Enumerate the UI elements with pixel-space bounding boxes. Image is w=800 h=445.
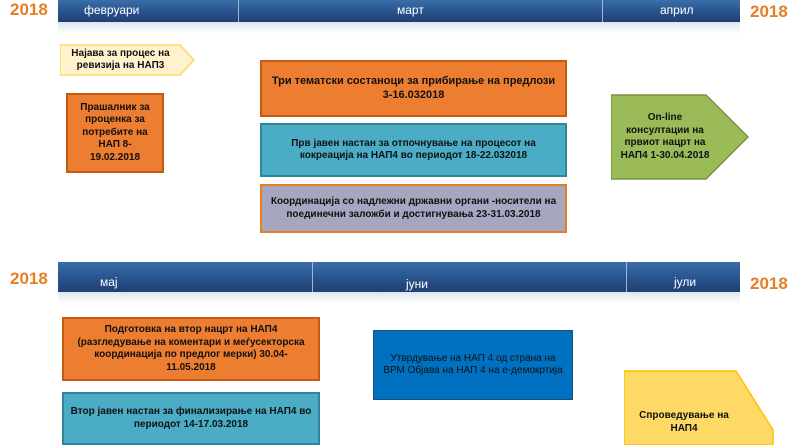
month-divider — [602, 0, 603, 22]
year-label-top-right: 2018 — [750, 2, 788, 21]
coordination-box: Координација со надлежни државни органи -носители на поединечни заложби и достигнувања 23-31.03.2018 — [260, 184, 567, 233]
month-divider — [626, 262, 627, 292]
month-label-april: април — [660, 3, 694, 17]
first-public-event-box: Прв јавен настан за отпочнување на процесот на кокреација на НАП4 во периодот 18-22.032018 — [260, 123, 567, 177]
announcement-arrow — [60, 44, 195, 76]
implementation-text: Спроведување на НАП4 — [639, 410, 729, 434]
adoption-box: Утврдување на НАП 4 од страна на ВРМ Објава на НАП 4 на е-демокртија — [373, 330, 573, 400]
timeline-bar-shadow-top — [58, 22, 740, 34]
second-draft-box: Подготовка на втор нацрт на НАП4 (разгледување на коментари и меѓусекторска координација по предлог мерки) 30.04-11.05.2018 — [62, 317, 320, 381]
questionnaire-box: Прашалник за проценка за потребите на НАП 8-19.02.2018 — [66, 93, 164, 173]
month-label-july: јули — [674, 275, 697, 289]
online-consultations-arrow — [611, 94, 749, 180]
month-label-may: мај — [100, 275, 118, 289]
month-label-march: март — [397, 3, 424, 17]
timeline-bar-shadow-bottom — [58, 292, 740, 304]
month-label-february: февруари — [84, 3, 140, 17]
announcement-text: Најава за процес на ревизија на НАП3 — [71, 47, 170, 71]
month-divider — [312, 262, 313, 292]
second-public-event-box: Втор јавен настан за финализирање на НАП4 во периодот 14-17.03.2018 — [62, 392, 320, 445]
month-divider — [238, 0, 239, 22]
year-label-top-left: 2018 — [10, 0, 48, 19]
month-label-june: јуни — [406, 277, 428, 291]
implementation-arrow — [624, 370, 774, 445]
year-label-bottom-left: 2018 — [10, 269, 48, 288]
online-consultations-text: On-line консултации на првиот нацрт на НАП4 1-30.04.2018 — [620, 112, 710, 161]
year-label-bottom-right: 2018 — [750, 274, 788, 293]
thematic-meetings-box: Три тематски состаноци за прибирање на предлози 3-16.032018 — [260, 60, 567, 117]
timeline-bar-bottom — [58, 262, 740, 292]
